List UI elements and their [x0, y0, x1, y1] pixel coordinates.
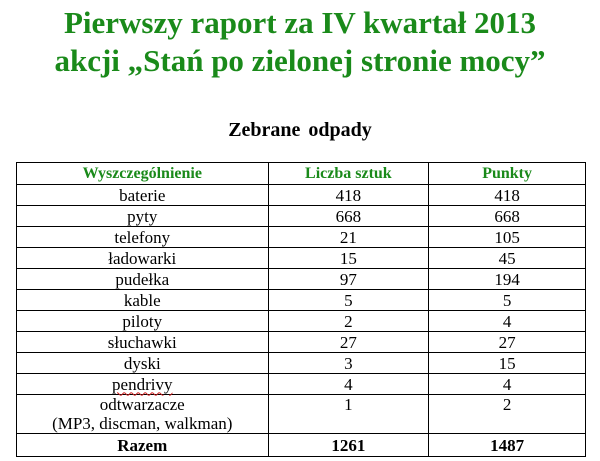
table-header-row — [17, 163, 586, 185]
count-cell: 21 — [268, 227, 429, 248]
report-title-line-1: Pierwszy raport za IV kwartał 2013 — [63, 5, 537, 40]
report-title-line-2: akcji „Stań po zielonej stronie mocy” — [54, 43, 546, 78]
total-count-cell: 1261 — [268, 434, 429, 457]
item-cell — [17, 395, 269, 434]
count-cell: 5 — [268, 290, 429, 311]
column-header-item: Wyszczególnienie — [17, 163, 269, 185]
count-cell: 3 — [268, 353, 429, 374]
item-cell: pudełka — [17, 269, 269, 290]
count-cell: 418 — [268, 185, 429, 206]
table-row — [17, 353, 586, 374]
item-cell: piloty — [17, 311, 269, 332]
section-subtitle: Zebrane odpady — [228, 119, 372, 141]
total-label-cell: Razem — [17, 434, 269, 457]
table-row — [17, 185, 586, 206]
points-cell: 668 — [429, 206, 586, 227]
table-row — [17, 269, 586, 290]
total-row — [17, 434, 586, 457]
item-note: (MP3, discman, walkman) — [52, 414, 233, 433]
column-header-points: Punkty — [429, 163, 586, 185]
points-cell: 27 — [429, 332, 586, 353]
count-cell: 1 — [268, 395, 429, 434]
table-row — [17, 227, 586, 248]
item-cell — [17, 374, 269, 395]
item-cell: baterie — [17, 185, 269, 206]
item-label: odtwarzacze — [99, 395, 185, 414]
points-cell: 5 — [429, 290, 586, 311]
column-header-count: Liczba sztuk — [268, 163, 429, 185]
points-cell: 45 — [429, 248, 586, 269]
table-row — [17, 206, 586, 227]
points-cell: 2 — [429, 395, 586, 434]
item-cell: pyty — [17, 206, 269, 227]
count-cell: 4 — [268, 374, 429, 395]
total-points-cell: 1487 — [429, 434, 586, 457]
waste-table — [16, 162, 586, 457]
table-row — [17, 395, 586, 434]
points-cell: 418 — [429, 185, 586, 206]
item-cell: słuchawki — [17, 332, 269, 353]
item-cell: ładowarki — [17, 248, 269, 269]
points-cell: 4 — [429, 311, 586, 332]
count-cell: 2 — [268, 311, 429, 332]
points-cell: 15 — [429, 353, 586, 374]
count-cell: 668 — [268, 206, 429, 227]
table-row — [17, 248, 586, 269]
table-row — [17, 290, 586, 311]
table-row — [17, 332, 586, 353]
table-row — [17, 374, 586, 395]
item-cell: kable — [17, 290, 269, 311]
item-cell: telefony — [17, 227, 269, 248]
count-cell: 27 — [268, 332, 429, 353]
item-label-misspelled: pendrivy — [112, 374, 173, 394]
report-title — [0, 4, 600, 80]
points-cell: 105 — [429, 227, 586, 248]
count-cell: 15 — [268, 248, 429, 269]
item-cell: dyski — [17, 353, 269, 374]
points-cell: 194 — [429, 269, 586, 290]
points-cell: 4 — [429, 374, 586, 395]
table-row — [17, 311, 586, 332]
count-cell: 97 — [268, 269, 429, 290]
